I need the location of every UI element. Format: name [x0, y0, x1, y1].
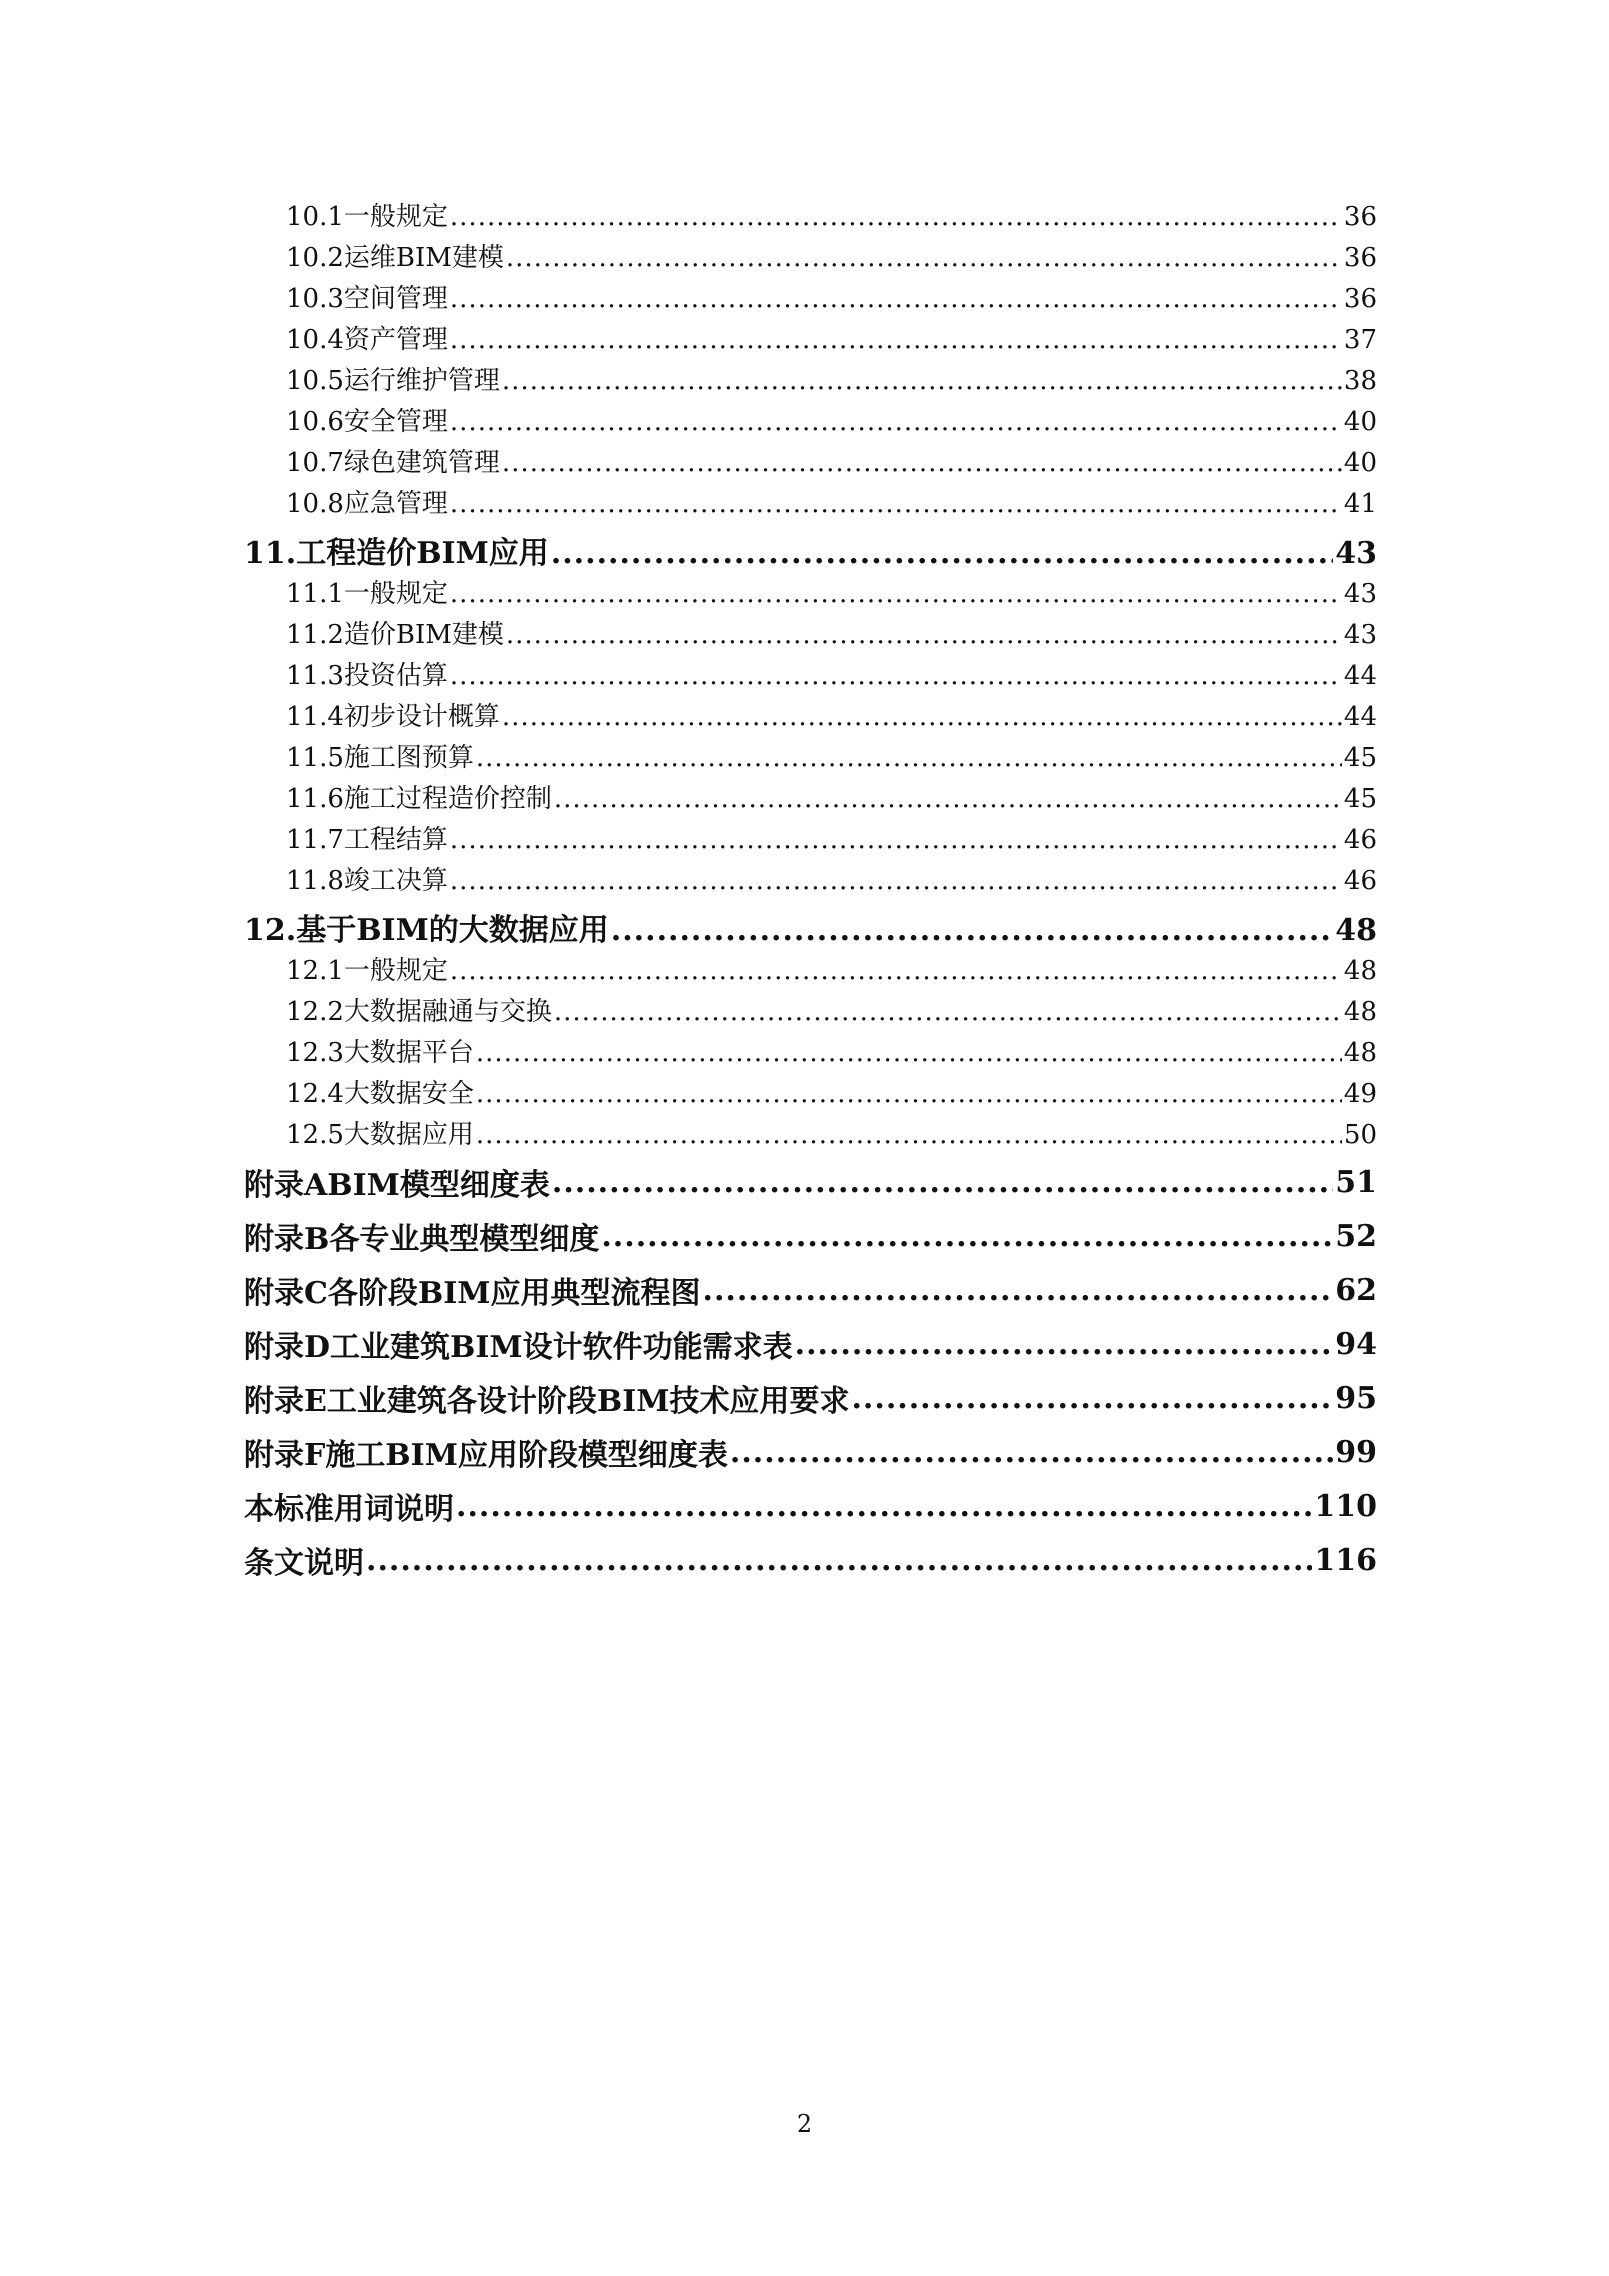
toc-entry-page: 38 — [1343, 366, 1377, 396]
toc-entry-section[interactable] — [244, 950, 1377, 991]
toc-entry-page: 45 — [1343, 784, 1377, 814]
toc-entry-title: 工业建筑BIM设计软件功能需求表 — [330, 1330, 793, 1365]
toc-entry-number: 11.4 — [286, 702, 344, 732]
dot-leader — [476, 743, 1342, 773]
toc-entry-number: 10.5 — [286, 366, 344, 396]
toc-entry-number: 附录A — [244, 1168, 328, 1203]
toc-entry-page: 52 — [1335, 1218, 1377, 1254]
toc-entry-page: 36 — [1343, 243, 1377, 273]
toc-entry-title: 工业建筑各设计阶段BIM技术应用要求 — [326, 1384, 850, 1419]
toc-entry-page: 43 — [1335, 536, 1377, 571]
toc-entry-section[interactable] — [244, 696, 1377, 737]
toc-entry-page: 37 — [1343, 325, 1377, 355]
dot-leader — [476, 1079, 1342, 1109]
dot-leader — [450, 956, 1342, 986]
toc-entry-page: 41 — [1343, 489, 1377, 519]
toc-entry-number: 附录E — [244, 1384, 327, 1419]
dot-leader — [601, 1219, 1333, 1254]
dot-leader — [450, 489, 1342, 519]
toc-entry-page: 99 — [1335, 1434, 1377, 1470]
toc-entry-title: 一般规定 — [343, 956, 448, 986]
toc-entry-title: 大数据融通与交换 — [343, 997, 552, 1027]
toc-entry-title: 各专业典型模型细度 — [329, 1222, 600, 1257]
toc-entry-title: 竣工决算 — [343, 866, 448, 896]
dot-leader — [502, 366, 1342, 396]
toc-entry-page: 43 — [1343, 579, 1377, 609]
toc-entry-number: 10.2 — [286, 243, 344, 273]
table-of-contents — [244, 196, 1377, 1587]
toc-entry-section[interactable] — [244, 278, 1377, 319]
toc-entry-section[interactable] — [244, 737, 1377, 778]
toc-entry-chapter[interactable] — [244, 901, 1377, 950]
dot-leader — [703, 1273, 1334, 1308]
dot-leader — [450, 866, 1342, 896]
dot-leader — [611, 913, 1333, 948]
toc-entry-number: 附录B — [244, 1222, 330, 1257]
toc-entry-title: 应急管理 — [343, 489, 448, 519]
dot-leader — [506, 620, 1342, 650]
toc-entry-page: 46 — [1343, 866, 1377, 896]
toc-entry-number: 12.1 — [286, 956, 344, 986]
toc-entry-number: 11.8 — [286, 866, 344, 896]
toc-entry-appendix[interactable] — [244, 1479, 1377, 1533]
toc-entry-number: 11.1 — [286, 579, 344, 609]
toc-entry-section[interactable] — [244, 991, 1377, 1032]
toc-entry-page: 49 — [1343, 1079, 1377, 1109]
toc-entry-page: 36 — [1343, 202, 1377, 232]
toc-entry-title: 施工过程造价控制 — [343, 784, 552, 814]
toc-entry-section[interactable] — [244, 401, 1377, 442]
toc-entry-page: 62 — [1335, 1272, 1377, 1308]
toc-entry-title: 初步设计概算 — [343, 702, 500, 732]
dot-leader — [551, 536, 1333, 571]
toc-entry-page: 110 — [1314, 1488, 1377, 1524]
toc-entry-page: 95 — [1335, 1380, 1377, 1416]
toc-entry-title: 绿色建筑管理 — [343, 448, 500, 478]
toc-entry-title: 运行维护管理 — [343, 366, 500, 396]
dot-leader — [506, 243, 1342, 273]
dot-leader — [476, 1038, 1342, 1068]
toc-entry-title: 大数据安全 — [343, 1079, 474, 1109]
toc-entry-page: 94 — [1335, 1326, 1377, 1362]
toc-entry-title: 造价BIM建模 — [343, 620, 504, 650]
toc-entry-section[interactable] — [244, 442, 1377, 483]
dot-leader — [795, 1327, 1334, 1362]
toc-entry-number: 12.3 — [286, 1038, 344, 1068]
toc-entry-title: 资产管理 — [343, 325, 448, 355]
toc-entry-section[interactable] — [244, 196, 1377, 237]
toc-entry-chapter[interactable] — [244, 524, 1377, 573]
toc-entry-title: 11.工程造价BIM应用 — [244, 536, 549, 571]
toc-entry-section[interactable] — [244, 819, 1377, 860]
toc-entry-title: BIM模型细度表 — [327, 1168, 550, 1203]
toc-entry-appendix[interactable] — [244, 1155, 1377, 1209]
toc-entry-number: 10.6 — [286, 407, 344, 437]
dot-leader — [554, 784, 1342, 814]
toc-entry-section[interactable] — [244, 778, 1377, 819]
toc-entry-page: 44 — [1343, 661, 1377, 691]
toc-entry-page: 46 — [1343, 825, 1377, 855]
toc-entry-number: 10.1 — [286, 202, 344, 232]
toc-entry-number: 11.6 — [286, 784, 344, 814]
dot-leader — [502, 702, 1342, 732]
toc-entry-title: 工程结算 — [343, 825, 448, 855]
dot-leader — [450, 825, 1342, 855]
toc-entry-page: 43 — [1343, 620, 1377, 650]
toc-entry-section[interactable] — [244, 1114, 1377, 1155]
toc-entry-number: 11.2 — [286, 620, 344, 650]
toc-entry-number: 12.5 — [286, 1120, 344, 1150]
toc-entry-title: 条文说明 — [244, 1546, 364, 1581]
toc-entry-title: 投资估算 — [343, 661, 448, 691]
toc-entry-number: 11.5 — [286, 743, 344, 773]
toc-entry-title: 一般规定 — [343, 202, 448, 232]
dot-leader — [366, 1543, 1312, 1578]
dot-leader — [450, 284, 1342, 314]
toc-entry-appendix[interactable] — [244, 1371, 1377, 1425]
toc-entry-title: 一般规定 — [343, 579, 448, 609]
dot-leader — [552, 1165, 1333, 1200]
toc-entry-appendix[interactable] — [244, 1533, 1377, 1587]
toc-entry-section[interactable] — [244, 614, 1377, 655]
toc-entry-number: 10.4 — [286, 325, 344, 355]
toc-entry-page: 48 — [1343, 997, 1377, 1027]
dot-leader — [476, 1120, 1342, 1150]
toc-entry-page: 45 — [1343, 743, 1377, 773]
toc-entry-number: 10.8 — [286, 489, 344, 519]
toc-entry-section[interactable] — [244, 483, 1377, 524]
toc-entry-number: 10.7 — [286, 448, 344, 478]
toc-entry-number: 11.3 — [286, 661, 344, 691]
toc-entry-appendix[interactable] — [244, 1317, 1377, 1371]
toc-entry-section[interactable] — [244, 1073, 1377, 1114]
toc-entry-page: 40 — [1343, 407, 1377, 437]
dot-leader — [450, 579, 1342, 609]
dot-leader — [450, 661, 1342, 691]
toc-entry-section[interactable] — [244, 360, 1377, 401]
dot-leader — [450, 407, 1342, 437]
dot-leader — [554, 997, 1342, 1027]
toc-entry-number: 11.7 — [286, 825, 344, 855]
dot-leader — [851, 1381, 1333, 1416]
toc-entry-number: 附录C — [244, 1276, 328, 1311]
toc-entry-title: 大数据平台 — [343, 1038, 474, 1068]
toc-entry-number: 12.4 — [286, 1079, 344, 1109]
toc-entry-page: 40 — [1343, 448, 1377, 478]
toc-entry-title: 施工图预算 — [343, 743, 474, 773]
page-number: 2 — [796, 2110, 813, 2138]
toc-entry-page: 48 — [1343, 1038, 1377, 1068]
toc-entry-page: 50 — [1343, 1120, 1377, 1150]
toc-entry-title: 空间管理 — [343, 284, 448, 314]
toc-entry-page: 116 — [1314, 1542, 1377, 1578]
toc-entry-section[interactable] — [244, 655, 1377, 696]
toc-entry-section[interactable] — [244, 237, 1377, 278]
toc-entry-page: 36 — [1343, 284, 1377, 314]
toc-entry-title: 大数据应用 — [343, 1120, 474, 1150]
dot-leader — [502, 448, 1342, 478]
toc-entry-appendix[interactable] — [244, 1209, 1377, 1263]
toc-entry-number: 附录D — [244, 1330, 331, 1365]
toc-entry-appendix[interactable] — [244, 1263, 1377, 1317]
toc-entry-title: 施工BIM应用阶段模型细度表 — [325, 1438, 728, 1473]
toc-entry-title: 本标准用词说明 — [244, 1492, 454, 1527]
toc-entry-number: 附录F — [244, 1438, 326, 1473]
toc-entry-section[interactable] — [244, 860, 1377, 901]
dot-leader — [450, 325, 1342, 355]
toc-entry-number: 12.2 — [286, 997, 344, 1027]
toc-entry-title: 运维BIM建模 — [343, 243, 504, 273]
toc-entry-page: 48 — [1335, 913, 1377, 948]
toc-entry-title: 安全管理 — [343, 407, 448, 437]
toc-entry-title: 12.基于BIM的大数据应用 — [244, 913, 609, 948]
dot-leader — [456, 1489, 1312, 1524]
toc-entry-page: 51 — [1335, 1164, 1377, 1200]
toc-entry-page: 48 — [1343, 956, 1377, 986]
dot-leader — [450, 202, 1342, 232]
toc-entry-section[interactable] — [244, 319, 1377, 360]
toc-entry-number: 10.3 — [286, 284, 344, 314]
toc-entry-title: 各阶段BIM应用典型流程图 — [327, 1276, 701, 1311]
toc-entry-section[interactable] — [244, 573, 1377, 614]
dot-leader — [730, 1435, 1333, 1470]
toc-entry-page: 44 — [1343, 702, 1377, 732]
toc-entry-section[interactable] — [244, 1032, 1377, 1073]
toc-entry-appendix[interactable] — [244, 1425, 1377, 1479]
